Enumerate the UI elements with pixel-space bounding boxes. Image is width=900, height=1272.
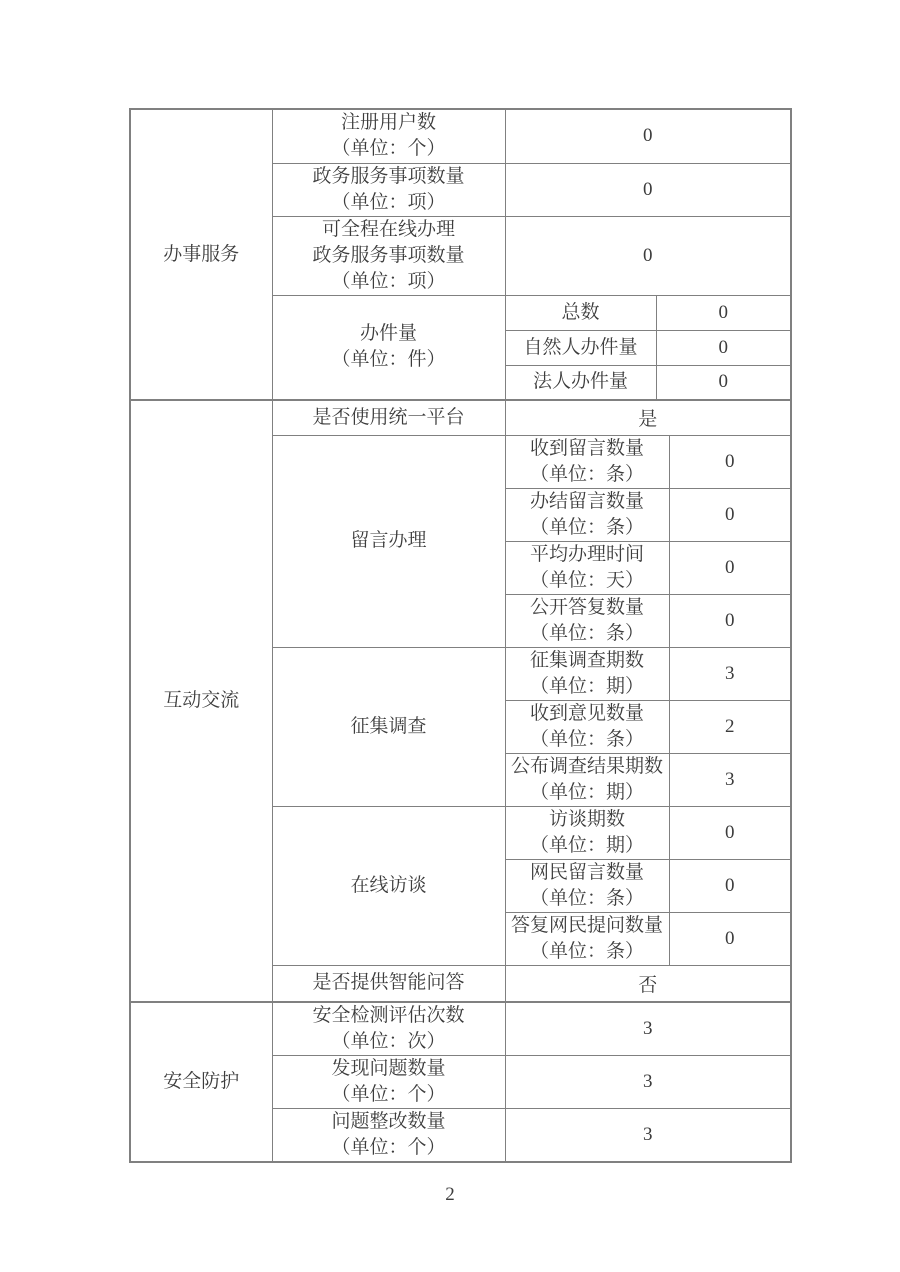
table-row: [130, 1002, 791, 1056]
sub-label-line: 收到意见数量: [529, 702, 644, 724]
metric-label-line: 办件量: [359, 323, 417, 345]
metric-unit-line: （单位：次）: [331, 1031, 446, 1052]
metric-value-cell: 3: [505, 1056, 791, 1109]
report-table: [129, 108, 792, 1163]
metric-label-cell: [272, 965, 505, 1002]
sub-unit-line: （单位：天）: [529, 569, 644, 591]
sub-unit-line: （单位：条）: [529, 622, 644, 644]
sub-label-line: 公开答复数量: [529, 596, 644, 618]
sub-label-cell: [505, 435, 669, 488]
metric-value-cell: 3: [669, 647, 791, 700]
sub-label-line: 收到留言数量: [529, 437, 644, 459]
sub-label-cell: [505, 541, 669, 594]
metric-unit-line: （单位：个）: [331, 1084, 446, 1105]
metric-label-line: 征集调查: [350, 715, 427, 737]
metric-value-cell: 0: [656, 295, 791, 330]
sub-label-cell: [505, 700, 669, 753]
metric-label-cell: [272, 400, 505, 435]
metric-label-line: 是否使用统一平台: [312, 406, 465, 428]
metric-label-cell: [272, 163, 505, 216]
metric-label-cell: [272, 435, 505, 647]
sub-unit-line: （单位：期）: [529, 834, 644, 856]
page-number: 2: [445, 1184, 455, 1205]
metric-value-cell: 3: [505, 1109, 791, 1163]
table-row: [130, 400, 791, 435]
sub-label-line: 办结留言数量: [529, 490, 644, 512]
metric-value-cell: 0: [669, 488, 791, 541]
metric-label-line: 安全检测评估次数: [312, 1005, 465, 1026]
sub-unit-line: （单位：期）: [529, 781, 644, 803]
metric-value-cell: 0: [669, 806, 791, 859]
sub-label-cell: [505, 753, 669, 806]
metric-unit-line: （单位：个）: [331, 138, 446, 160]
sub-label-line: 网民留言数量: [529, 861, 644, 883]
sub-label-cell: [505, 647, 669, 700]
sub-label-cell: [505, 330, 656, 365]
metric-value-cell: 2: [669, 700, 791, 753]
sub-unit-line: （单位：条）: [529, 887, 644, 909]
metric-label-cell: [272, 109, 505, 163]
metric-unit-line: （单位：件）: [331, 349, 446, 371]
metric-label-cell: [272, 806, 505, 965]
metric-value-cell: 0: [505, 163, 791, 216]
table-row: [130, 109, 791, 163]
sub-unit-line: （单位：条）: [529, 728, 644, 750]
metric-label-line: 政务服务事项数量: [312, 244, 465, 266]
group-cell-service: [130, 109, 272, 400]
metric-label-line: 可全程在线办理: [321, 218, 455, 240]
sub-label-line: 法人办件量: [532, 371, 628, 393]
sub-unit-line: （单位：条）: [529, 463, 644, 485]
group-label: 互动交流: [163, 690, 240, 711]
sub-label-line: 答复网民提问数量: [510, 914, 663, 936]
metric-value-cell: 是: [505, 400, 791, 435]
sub-label-line: 平均办理时间: [529, 543, 644, 565]
sub-label-line: 总数: [561, 301, 600, 323]
sub-unit-line: （单位：条）: [529, 516, 644, 538]
sub-label-cell: [505, 365, 656, 400]
metric-label-line: 政务服务事项数量: [312, 165, 465, 187]
sub-label-line: 征集调查期数: [529, 649, 644, 671]
sub-label-cell: [505, 488, 669, 541]
group-label: 办事服务: [163, 243, 240, 265]
report-table-container: [129, 108, 792, 1163]
metric-label-cell: [272, 1056, 505, 1109]
metric-label-cell: [272, 295, 505, 400]
metric-label-line: 问题整改数量: [331, 1111, 446, 1132]
metric-value-cell: 0: [656, 365, 791, 400]
metric-value-cell: 0: [669, 594, 791, 647]
metric-label-line: 是否提供智能问答: [312, 972, 465, 994]
metric-label-line: 在线访谈: [350, 874, 427, 896]
metric-value-cell: 0: [669, 859, 791, 912]
metric-value-cell: 3: [505, 1002, 791, 1056]
metric-value-cell: 3: [669, 753, 791, 806]
metric-value-cell: 0: [669, 435, 791, 488]
sub-label-line: 访谈期数: [548, 808, 625, 830]
sub-label-cell: [505, 859, 669, 912]
metric-value-cell: 否: [505, 965, 791, 1002]
metric-value-cell: 0: [505, 109, 791, 163]
sub-label-line: 公布调查结果期数: [510, 755, 663, 777]
group-label: 安全防护: [163, 1071, 240, 1092]
metric-label-cell: [272, 216, 505, 295]
metric-label-cell: [272, 647, 505, 806]
group-cell-security: [130, 1002, 272, 1162]
sub-label-line: 自然人办件量: [523, 336, 638, 358]
sub-label-cell: [505, 295, 656, 330]
group-cell-interaction: [130, 400, 272, 1002]
metric-label-line: 发现问题数量: [331, 1058, 446, 1079]
metric-label-line: 注册用户数: [340, 112, 436, 134]
sub-label-cell: [505, 806, 669, 859]
metric-label-line: 留言办理: [350, 530, 427, 551]
sub-label-cell: [505, 912, 669, 965]
metric-value-cell: 0: [669, 541, 791, 594]
sub-unit-line: （单位：条）: [529, 940, 644, 962]
metric-value-cell: 0: [505, 216, 791, 295]
metric-value-cell: 0: [669, 912, 791, 965]
metric-label-cell: [272, 1109, 505, 1163]
metric-value-cell: 0: [656, 330, 791, 365]
metric-unit-line: （单位：项）: [331, 191, 446, 213]
sub-label-cell: [505, 594, 669, 647]
metric-unit-line: （单位：个）: [331, 1137, 446, 1158]
metric-unit-line: （单位：项）: [331, 270, 446, 292]
sub-unit-line: （单位：期）: [529, 675, 644, 697]
metric-label-cell: [272, 1002, 505, 1056]
